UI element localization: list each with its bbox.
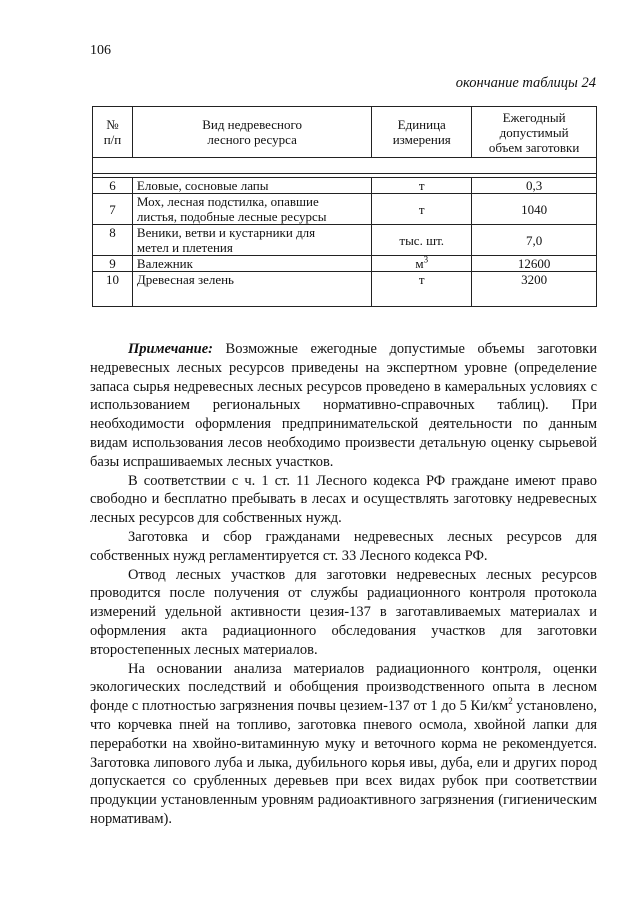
- header-unit-line: измерения: [392, 132, 451, 147]
- header-volume-line: объем заготовки: [488, 139, 580, 155]
- row-unit: [372, 225, 472, 256]
- row-resource: [132, 256, 371, 272]
- row-resource: [132, 194, 371, 225]
- row-resource-line: Еловые, сосновые лапы: [136, 178, 269, 193]
- paragraph: В соответствии с ч. 1 ст. 11 Лесного кодекса РФ граждане имеют право свободно и бесплатно пребывать в лесах и осуществлять заготовку недревесных лесных ресурсов для собственных нужд.: [90, 472, 597, 527]
- row-unit: [372, 178, 472, 194]
- row-resource-line: метел и плетения: [136, 240, 233, 255]
- row-unit: [372, 256, 472, 272]
- body-text: [90, 340, 597, 829]
- paragraph-text: На основании анализа материалов радиационного контроля, оценки экологических последствий и обобщения производственного опыта в лесном фонде с плотностью загрязнения почвы цезием-137 от 1 до 5 Ки/км: [90, 660, 597, 715]
- note-text: Возможные ежегодные допустимые объемы заготовки недревесных лесных ресурсов приведены на экспертном уровне (определение запаса сырья недревесных лесных ресурсов проведено в камеральных условиях с использованием региональных нормативно-справочных таблиц). При необходимости оформления предпринимательской деятельности по данным видам использования лесов необходимо произвести детальную оценку сырьевой базы испрашиваемых лесных участков.: [90, 341, 597, 470]
- row-volume: 7,0: [472, 225, 597, 256]
- row-unit-superscript: 3: [423, 254, 429, 265]
- table-row: [93, 272, 597, 307]
- row-volume: 3200: [472, 272, 597, 307]
- resource-table: [92, 106, 597, 307]
- row-num: 7: [93, 194, 133, 225]
- header-resource-line: лесного ресурса: [207, 132, 297, 147]
- header-unit-line: Единица: [397, 117, 446, 132]
- row-unit-text: м: [415, 256, 424, 271]
- row-unit-text: тыс. шт.: [399, 232, 445, 248]
- paragraph: [90, 660, 597, 829]
- row-num: 6: [93, 178, 133, 194]
- row-num: 10: [93, 272, 133, 307]
- header-volume: [472, 107, 597, 158]
- row-resource-line: Древесная зелень: [136, 272, 234, 287]
- row-volume: 1040: [472, 194, 597, 225]
- row-resource-line: Мох, лесная подстилка, опавшие: [136, 194, 319, 209]
- row-num: 9: [93, 256, 133, 272]
- header-volume-line: допустимый: [499, 124, 569, 140]
- row-resource: [132, 178, 371, 194]
- row-unit: [372, 272, 472, 307]
- superscript: 2: [508, 696, 513, 707]
- row-unit-text: т: [418, 178, 425, 193]
- table-row: [93, 225, 597, 256]
- header-num-line: п/п: [103, 132, 122, 147]
- note-label: Примечание:: [128, 341, 214, 357]
- row-resource-line: Валежник: [136, 256, 193, 271]
- page-number: 106: [90, 43, 111, 58]
- table-caption: окончание таблицы 24: [455, 75, 596, 91]
- header-unit: [372, 107, 472, 158]
- row-unit-text: т: [418, 201, 425, 217]
- header-volume-line: Ежегодный: [502, 109, 566, 125]
- row-resource-line: листья, подобные лесные ресурсы: [136, 209, 327, 224]
- row-unit: [372, 194, 472, 225]
- table-row: [93, 178, 597, 194]
- paragraph: Отвод лесных участков для заготовки недревесных лесных ресурсов проводится после получения от службы радиационного контроля протокола измерений удельной активности цезия-137 в заготавливаемых материалах и оформления акта радиационного обследования участков для заготовки второстепенных лесных материалов.: [90, 566, 597, 658]
- row-volume: 0,3: [472, 178, 597, 194]
- header-resource-line: Вид недревесного: [202, 117, 303, 132]
- table-row: [93, 256, 597, 272]
- row-resource-line: Веники, ветви и кустарники для: [136, 225, 316, 240]
- header-num: [93, 107, 133, 158]
- note-paragraph: [90, 340, 597, 472]
- table-row: [93, 194, 597, 225]
- row-resource: [132, 272, 371, 307]
- row-num: 8: [93, 225, 133, 256]
- row-unit-text: т: [418, 272, 425, 287]
- paragraph: Заготовка и сбор гражданами недревесных лесных ресурсов для собственных нужд регламентируется ст. 33 Лесного кодекса РФ.: [90, 528, 597, 564]
- table-header-row: [93, 107, 597, 158]
- row-resource: [132, 225, 371, 256]
- header-num-line: №: [106, 117, 119, 132]
- row-volume: 12600: [472, 256, 597, 272]
- paragraph-text: установлено, что корчевка пней на топливо, заготовка пневого осмола, хвойной лапки для переработки на хвойно-витаминную муку и веточного корма не рекомендуется. Заготовка липового луба и лыка, дубильного корья ивы, дуба, ели и других пород допускается со срубленных деревьев при всех видах рубок при соответствии продукции установленным уровням радиоактивного загрязнения (гигиеническим нормативам).: [90, 698, 598, 827]
- table-spacer-row: [93, 158, 597, 174]
- header-resource: [132, 107, 371, 158]
